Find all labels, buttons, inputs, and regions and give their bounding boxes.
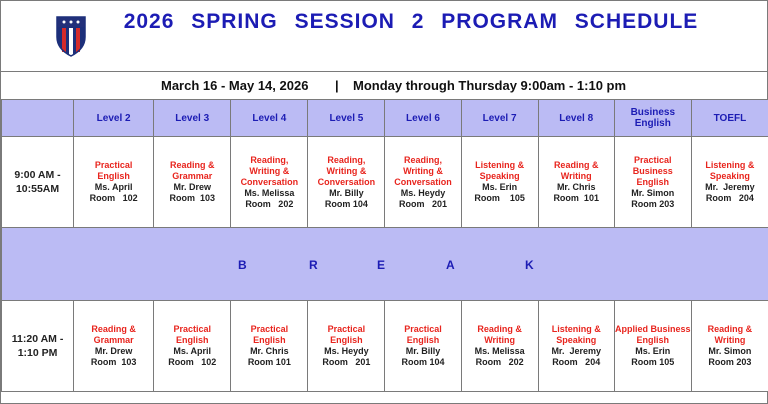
class-room: Room 202 <box>245 198 294 209</box>
class-subject: Applied Business English <box>615 324 691 345</box>
class-subject: Listening & Speaking <box>475 160 525 181</box>
class-subject: Listening & Speaking <box>551 324 601 345</box>
class-teacher: Ms. Heydy <box>324 346 369 356</box>
class-cell <box>308 301 385 392</box>
class-cell <box>154 137 231 228</box>
class-cell <box>691 301 768 392</box>
class-room: Room 204 <box>552 357 601 367</box>
info-separator: | <box>335 78 339 93</box>
level-header-cell: Level 4 <box>231 100 308 137</box>
class-teacher: Mr. Billy <box>329 187 364 198</box>
class-teacher: Mr. Drew <box>173 182 211 192</box>
break-cell <box>2 228 768 301</box>
class-subject: Reading & Writing <box>553 160 599 181</box>
class-cell <box>74 301 154 392</box>
break-letter: E <box>377 258 386 272</box>
class-cell <box>691 137 768 228</box>
class-teacher: Ms. Heydy <box>400 187 446 198</box>
time-slot-label: 11:20 AM - 1:10 PM <box>11 333 64 359</box>
class-subject: Reading & Grammar <box>169 160 215 181</box>
class-room: Room 203 <box>708 357 752 367</box>
time-slot-cell <box>2 301 74 392</box>
class-cell <box>538 301 614 392</box>
session-info-row <box>1 71 767 100</box>
class-cell <box>461 137 538 228</box>
time-header-cell <box>2 100 74 137</box>
session-row <box>2 301 768 392</box>
break-letter: B <box>238 258 247 272</box>
class-cell <box>154 301 231 392</box>
class-cell <box>231 137 308 228</box>
break-label <box>2 228 768 300</box>
class-subject: Reading, Writing & Conversation <box>240 154 299 187</box>
time-slot-label: 9:00 AM - 10:55AM <box>14 169 61 195</box>
class-cell <box>385 137 461 228</box>
level-header-cell: Level 8 <box>538 100 614 137</box>
class-teacher: Mr. Chris <box>556 182 596 192</box>
class-room: Room 201 <box>399 198 448 209</box>
class-room: Room 102 <box>168 357 217 367</box>
class-teacher: Ms. Erin <box>635 346 671 356</box>
class-room: Room 201 <box>322 357 371 367</box>
class-room: Room 103 <box>169 193 215 203</box>
class-room: Room 105 <box>474 193 525 203</box>
class-subject: Practical English <box>250 324 289 345</box>
class-teacher: Mr. Simon <box>708 346 752 356</box>
class-subject: Listening & Speaking <box>705 160 755 181</box>
class-teacher: Mr. Chris <box>250 346 289 356</box>
class-room: Room 104 <box>324 198 368 209</box>
class-room: Room 202 <box>475 357 524 367</box>
schedule-table <box>1 99 768 392</box>
level-header-cell: Business English <box>614 100 691 137</box>
class-cell <box>614 137 691 228</box>
class-room: Room 103 <box>90 357 137 367</box>
class-teacher: Mr. Jeremy <box>551 346 601 356</box>
class-room: Room 203 <box>631 198 675 209</box>
class-cell <box>461 301 538 392</box>
shield-logo-icon <box>56 13 86 57</box>
level-header-cell: Level 2 <box>74 100 154 137</box>
title-row <box>1 1 767 72</box>
class-teacher: Mr. Jeremy <box>705 182 755 192</box>
class-room: Room 101 <box>247 357 291 367</box>
break-row <box>2 228 768 301</box>
class-cell <box>231 301 308 392</box>
class-subject: Practical English <box>327 324 366 345</box>
class-teacher: Mr. Drew <box>94 346 133 356</box>
page-title: 2026 SPRING SESSION 2 PROGRAM SCHEDULE <box>123 10 699 33</box>
level-header-row <box>2 100 768 137</box>
class-subject: Reading & Writing <box>707 324 753 345</box>
time-slot-cell <box>2 137 74 228</box>
class-room: Room 204 <box>705 193 754 203</box>
class-subject: Practical English <box>404 324 442 345</box>
class-cell <box>538 137 614 228</box>
session-dates: March 16 - May 14, 2026 <box>161 78 309 93</box>
class-cell <box>74 137 154 228</box>
class-teacher: Mr. Billy <box>405 346 441 356</box>
level-header-cell: Level 3 <box>154 100 231 137</box>
class-cell <box>614 301 691 392</box>
class-teacher: Mr. Simon <box>631 187 675 198</box>
class-teacher: Ms. April <box>94 182 133 192</box>
level-header-cell: Level 6 <box>385 100 461 137</box>
class-subject: Practical English <box>94 160 133 181</box>
level-header-cell: Level 7 <box>461 100 538 137</box>
session-row <box>2 137 768 228</box>
class-room: Room 104 <box>401 357 445 367</box>
session-days-time: Monday through Thursday 9:00am - 1:10 pm <box>353 78 627 93</box>
level-header-cell: Level 5 <box>308 100 385 137</box>
class-subject: Reading & Writing <box>477 324 522 345</box>
class-room: Room 102 <box>89 193 138 203</box>
class-room: Room 105 <box>631 357 675 367</box>
class-subject: Practical Business English <box>632 154 673 187</box>
class-teacher: Ms. Melissa <box>244 187 295 198</box>
class-subject: Reading, Writing & Conversation <box>394 154 452 187</box>
class-cell <box>308 137 385 228</box>
class-teacher: Ms. April <box>173 346 212 356</box>
class-subject: Reading & Grammar <box>91 324 136 345</box>
class-teacher: Ms. Erin <box>482 182 518 192</box>
break-letter: R <box>309 258 318 272</box>
class-subject: Reading, Writing & Conversation <box>317 154 376 187</box>
break-letter: K <box>525 258 534 272</box>
class-subject: Practical English <box>173 324 211 345</box>
level-header-cell: TOEFL <box>691 100 768 137</box>
class-cell <box>385 301 461 392</box>
class-teacher: Ms. Melissa <box>474 346 525 356</box>
class-room: Room 101 <box>553 193 599 203</box>
break-letter: A <box>446 258 455 272</box>
